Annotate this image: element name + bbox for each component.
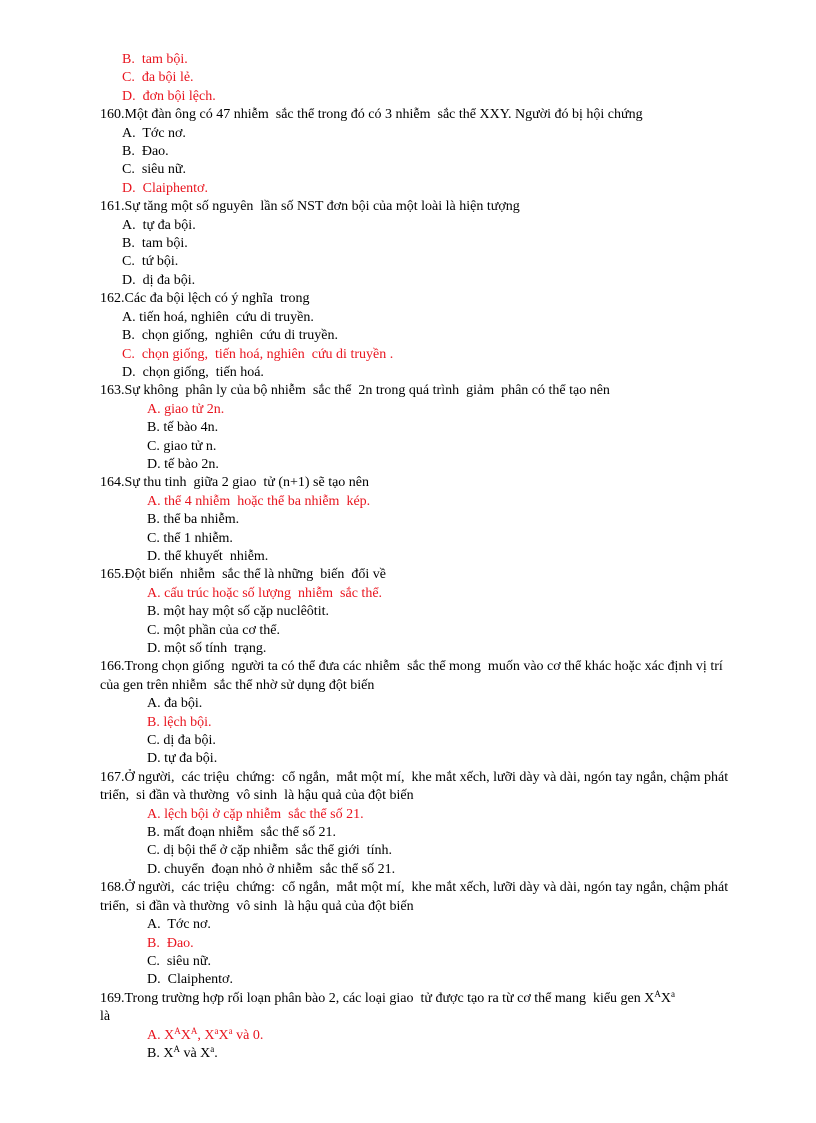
question-text-part: là xyxy=(100,1009,111,1025)
answer-option: C. siêu nữ. xyxy=(147,953,211,969)
answer-option: B. tế bào 4n. xyxy=(147,420,219,436)
answer-option: C. giao tử n. xyxy=(147,438,217,454)
answer-option: B. mất đoạn nhiễm sắc thể số 21. xyxy=(147,825,336,841)
answer-option-highlighted: D. Claiphentơ. xyxy=(122,180,208,196)
question-list xyxy=(100,51,740,1063)
question-text: 160.Một đàn ông có 47 nhiễm sắc thể trong đó có 3 nhiễm sắc thể XXY. Người đó bị hội chứng xyxy=(100,107,643,123)
answer-option: C. thể 1 nhiễm. xyxy=(147,530,233,546)
answer-option: C. siêu nữ. xyxy=(122,162,186,178)
answer-text-part: B. X xyxy=(147,1045,174,1061)
genotype-superscript: A xyxy=(190,1025,198,1036)
answer-option: B. thể ba nhiễm. xyxy=(147,512,240,528)
answer-option-highlighted: D. đơn bội lệch. xyxy=(122,88,216,104)
question-text: 162.Các đa bội lệch có ý nghĩa trong xyxy=(100,291,310,307)
genotype-superscript: A xyxy=(173,1043,180,1054)
answer-option: B. tam bội. xyxy=(122,236,188,252)
answer-option-highlighted: C. chọn giống, tiến hoá, nghiên cứu di truyền . xyxy=(122,346,394,362)
question-text: 167.Ở người, các triệu chứng: cổ ngắn, mắt một mí, khe mắt xếch, lưỡi dày và dài, ngón tay ngắn, chậm phát triển, si đần và thường vô sinh là hậu quả của đột biến xyxy=(100,769,732,804)
answer-option-highlighted: B. lệch bội. xyxy=(147,714,212,730)
answer-option-highlighted: A. giao tử 2n. xyxy=(147,401,225,417)
answer-option: B. chọn giống, nghiên cứu di truyền. xyxy=(122,328,339,344)
answer-option: A. Tớc nơ. xyxy=(147,917,211,933)
answer-option: A. Tớc nơ. xyxy=(122,125,186,141)
answer-option: C. một phần của cơ thể. xyxy=(147,622,280,638)
answer-option: D. thể khuyết nhiễm. xyxy=(147,548,269,564)
question-text: 161.Sự tăng một số nguyên lần số NST đơn bội của một loài là hiện tượng xyxy=(100,199,520,215)
question-text: 164.Sự thu tinh giữa 2 giao tử (n+1) sẽ tạo nên xyxy=(100,475,370,491)
question-text: 168.Ở người, các triệu chứng: cổ ngắn, mắt một mí, khe mắt xếch, lưỡi dày và dài, ngón tay ngắn, chậm phát triển, si đần và thường vô sinh là hậu quả của đột biến xyxy=(100,880,732,914)
answer-option-highlighted: B. tam bội. xyxy=(122,52,188,67)
answer-option: D. một số tính trạng. xyxy=(147,641,267,656)
answer-option: C. dị bội thể ở cặp nhiễm sắc thể giới tính. xyxy=(147,843,392,859)
question-text: 163.Sự không phân ly của bộ nhiễm sắc thể 2n trong quá trình giảm phân có thể tạo nên xyxy=(100,383,610,399)
answer-text-part: . xyxy=(214,1045,218,1061)
answer-option-highlighted xyxy=(100,1027,740,1045)
answer-option: A. tiến hoá, nghiên cứu di truyền. xyxy=(122,309,314,325)
answer-option: B. một hay một số cặp nuclêôtit. xyxy=(147,604,329,620)
answer-option: B. Đao. xyxy=(122,144,169,160)
genotype-superscript: A xyxy=(654,988,661,999)
answer-option: D. tự đa bội. xyxy=(147,751,218,767)
genotype-superscript: a xyxy=(214,1025,219,1036)
answer-option: D. dị đa bội. xyxy=(122,272,196,288)
question-text: 166.Trong chọn giống người ta có thể đưa các nhiễm sắc thể mong muốn vào cơ thể khác hoặc xác định vị trí của gen trên nhiễm sắc thể nhờ sử dụng đột biến xyxy=(100,659,727,693)
question-text-part: X xyxy=(660,990,672,1006)
answer-option-highlighted: B. Đao. xyxy=(147,935,194,951)
answer-text-part: , X xyxy=(197,1027,215,1043)
answer-option-highlighted: A. thể 4 nhiễm hoặc thể ba nhiễm kép. xyxy=(147,493,371,509)
answer-text-part: A. X xyxy=(147,1027,175,1043)
answer-option: D. tế bào 2n. xyxy=(147,456,219,472)
answer-option: C. dị đa bội. xyxy=(147,733,216,749)
question-text: 165.Đột biến nhiễm sắc thể là những biến đổi về xyxy=(100,567,386,583)
question-text-part: 169.Trong trường hợp rối loạn phân bào 2, các loại giao tử được tạo ra từ cơ thể mang kiểu gen X xyxy=(100,990,655,1006)
answer-text-part: X xyxy=(218,1027,229,1043)
genotype-superscript: A xyxy=(174,1025,181,1036)
answer-text-part: X xyxy=(180,1027,191,1043)
answer-option-highlighted: A. cấu trúc hoặc số lượng nhiễm sắc thể. xyxy=(147,585,383,601)
genotype-superscript: a xyxy=(210,1043,215,1054)
answer-option: A. đa bội. xyxy=(147,696,203,712)
answer-option-highlighted: A. lệch bội ở cặp nhiễm sắc thể số 21. xyxy=(147,806,364,822)
answer-option-highlighted: C. đa bội lẻ. xyxy=(122,70,194,86)
answer-option: D. Claiphentơ. xyxy=(147,972,233,988)
answer-option: D. chuyển đoạn nhỏ ở nhiễm sắc thể số 21. xyxy=(147,861,396,877)
genotype-superscript: a xyxy=(228,1025,233,1036)
question-text xyxy=(100,990,740,1027)
answer-text-part: và X xyxy=(179,1045,211,1061)
genotype-superscript: a xyxy=(671,988,676,999)
answer-option: D. chọn giống, tiến hoá. xyxy=(122,364,264,380)
answer-option xyxy=(100,1045,740,1063)
answer-option: A. tự đa bội. xyxy=(122,217,196,233)
answer-option: C. tứ bội. xyxy=(122,254,179,270)
answer-text-part: và 0. xyxy=(232,1027,264,1043)
